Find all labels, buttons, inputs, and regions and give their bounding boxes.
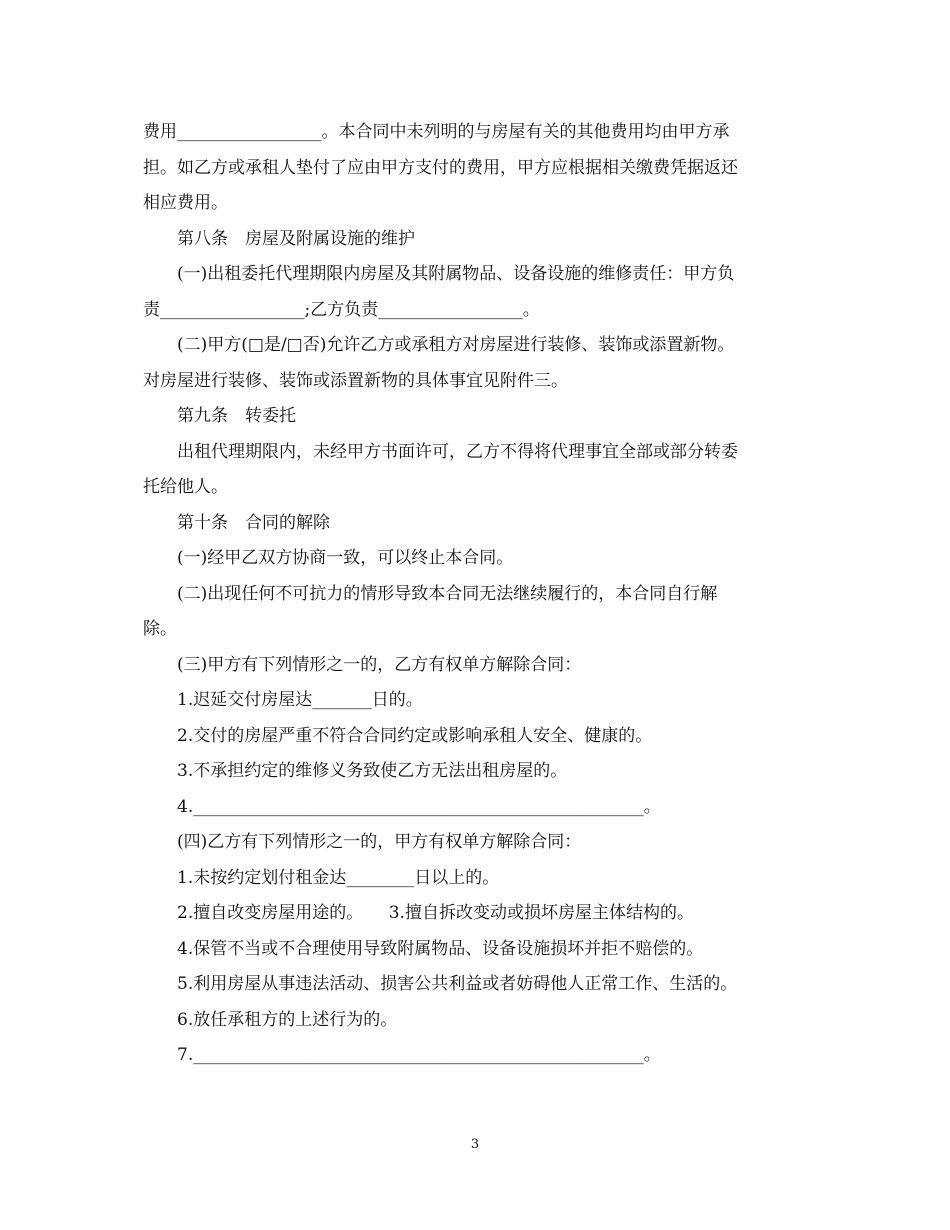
article-10-clause-3: (三)甲方有下列情形之一的，乙方有权单方解除合同：: [177, 654, 582, 675]
article-9-clause: 出租代理期限内，未经甲方书面许可，乙方不得将代理事宜全部或部分转委: [177, 441, 738, 462]
clause-3-item-3: 3.不承担约定的维修义务致使乙方无法出租房屋的。: [177, 761, 568, 781]
article-8-clause-2: (二)甲方(□是/□否)允许乙方或承租方对房屋进行装修、装饰或添置新物。: [177, 335, 735, 355]
article-10-heading: 第十条 合同的解除: [177, 512, 330, 533]
article-8-heading: 第八条 房屋及附属设施的维护: [177, 228, 415, 249]
article-8-clause-1: (一)出租委托代理期限内房屋及其附属物品、设备设施的维修责任：甲方负: [177, 264, 735, 284]
article-10-clause-2-continued: 除。: [143, 619, 177, 639]
clause-3-item-1: 1.迟延交付房屋达_______日的。: [177, 690, 423, 710]
clause-4-item-4: 4.保管不当或不合理使用导致附属物品、设备设施损坏并拒不赔偿的。: [177, 938, 704, 959]
text-line-fees: 费用_________________。本合同中未列明的与房屋有关的其他费用均由甲方承: [143, 122, 730, 142]
contract-body: [143, 115, 813, 1074]
clause-4-item-1: 1.未按约定划付租金达________日以上的。: [177, 867, 500, 888]
text-line-reimbursement: 担。如乙方或承租人垫付了应由甲方支付的费用，甲方应根据相关缴费凭据返还: [143, 157, 738, 178]
article-9-clause-continued: 托给他人。: [143, 477, 228, 497]
article-10-clause-4: (四)乙方有下列情形之一的，甲方有权单方解除合同：: [177, 832, 582, 852]
article-10-clause-2: (二)出现任何不可抗力的情形导致本合同无法继续履行的，本合同自行解: [177, 583, 718, 604]
article-8-clause-1-continued: 责_________________;乙方负责_________________。: [143, 299, 540, 320]
text-line-fees-end: 相应费用。: [143, 193, 228, 213]
clause-3-item-2: 2.交付的房屋严重不符合合同约定或影响承租人安全、健康的。: [177, 725, 653, 746]
article-10-clause-1: (一)经甲乙双方协商一致，可以终止本合同。: [177, 548, 514, 568]
article-9-heading: 第九条 转委托: [177, 406, 296, 426]
article-8-clause-2-continued: 对房屋进行装修、装饰或添置新物的具体事宜见附件三。: [143, 370, 568, 391]
clause-4-item-7: 7._____________________________________________________。: [177, 1045, 661, 1065]
clause-3-item-4: 4._____________________________________________________。: [177, 796, 661, 817]
clause-4-items-2-3: 2.擅自改变房屋用途的。 3.擅自拆改变动或损坏房屋主体结构的。: [177, 903, 694, 923]
clause-4-item-5: 5.利用房屋从事违法活动、损害公共利益或者妨碍他人正常工作、生活的。: [177, 974, 738, 994]
page-number: 3: [470, 1137, 480, 1152]
clause-4-item-6: 6.放任承租方的上述行为的。: [177, 1009, 398, 1030]
